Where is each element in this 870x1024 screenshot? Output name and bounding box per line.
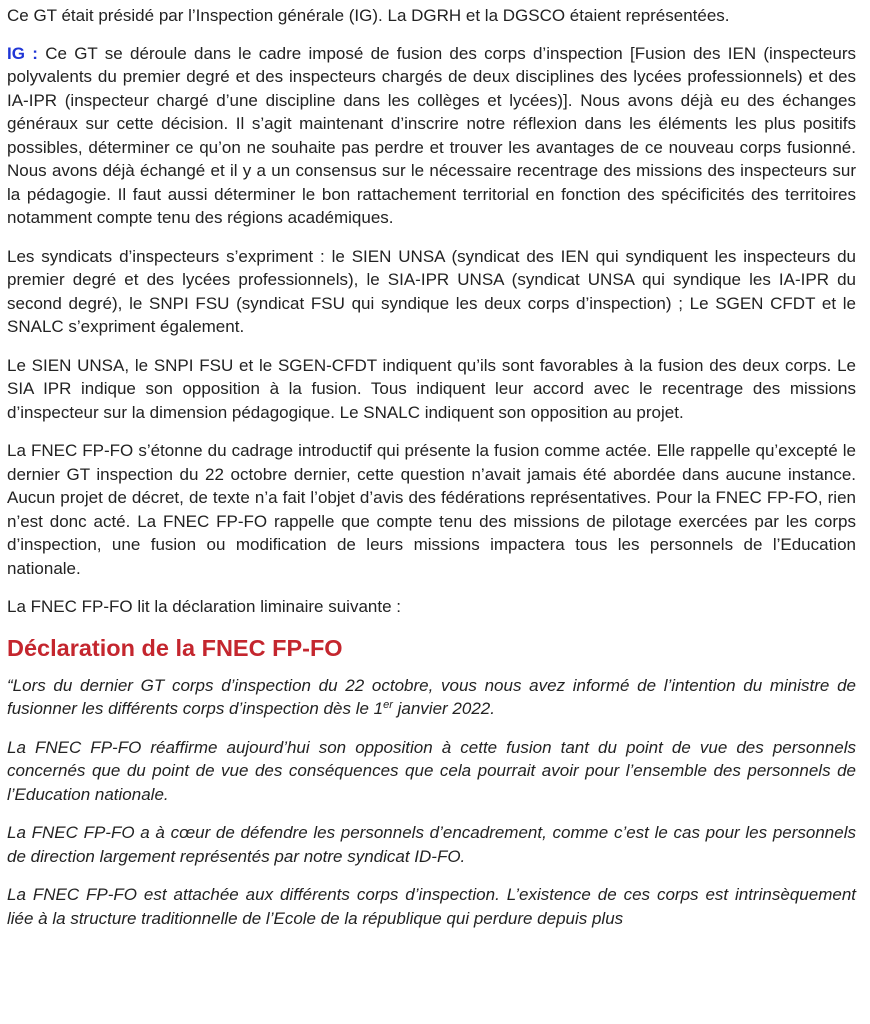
- paragraph-unions-speak: Les syndicats d’inspecteurs s’expriment : le SIEN UNSA (syndicat des IEN qui syndiquent les inspecteurs du premier degré et des lycées professionnels), le SIA-IPR UNSA (syndicat UNSA qui syndique les IA-IPR du second degré), le SNPI FSU (syndicat FSU qui syndique les deux corps d’inspection) ; Le SGEN CFDT et le SNALC s’expriment également.: [7, 246, 856, 336]
- declaration-paragraph-2: La FNEC FP-FO réaffirme aujourd’hui son opposition à cette fusion tant du point de vue des personnels concernés que du point de vue des conséquences que cela pourrait avoir pour l’ensemble des personnels de l’Education nationale.: [7, 737, 856, 804]
- declaration-body: [7, 674, 856, 931]
- ig-statement-text: Ce GT se déroule dans le cadre imposé de fusion des corps d’inspection [Fusion des IEN (inspecteurs polyvalents du premier degré et des inspecteurs chargés de deux disciplines des lycées professionnels) et des IA-IPR (inspecteur chargé d’une discipline dans les collèges et lycées)]. Nous avons déjà eu des échanges généraux sur cette décision. Il s’agit maintenant d’inscrire notre réflexion dans les éléments les plus positifs possibles, déterminer ce qu’on ne souhaite pas perdre et trouver les avantages de ce nouveau corps fusionné. Nous avons déjà échangé et il y a un consensus sur le nécessaire recentrage des missions des inspecteurs sur la pédagogie. Il faut aussi déterminer le bon rattachement territorial en fonction des spécificités des territoires notamment compte tenu des régions académiques.: [7, 43, 856, 227]
- paragraph-ig-statement: [7, 42, 856, 230]
- declaration-paragraph-1-text: “Lors du dernier GT corps d’inspection du 22 octobre, vous nous avez informé de l’intention du ministre de fusionner les différents corps d’inspection dès le 1: [7, 675, 856, 718]
- paragraph-unions-positions: Le SIEN UNSA, le SNPI FSU et le SGEN-CFDT indiquent qu’ils sont favorables à la fusion des deux corps. Le SIA IPR indique son opposition à la fusion. Tous indiquent leur accord avec le recentrage des missions d’inspecteur sur la dimension pédagogique. Le SNALC indiquent son opposition au projet.: [7, 355, 856, 422]
- declaration-heading: Déclaration de la FNEC FP-FO: [7, 634, 343, 661]
- paragraph-intro: Ce GT était présidé par l’Inspection générale (IG). La DGRH et la DGSCO étaient représentées.: [7, 6, 730, 25]
- ig-speaker-label: IG :: [7, 43, 38, 63]
- paragraph-fnec-position: La FNEC FP-FO s’étonne du cadrage introductif qui présente la fusion comme actée. Elle rappelle qu’excepté le dernier GT inspection du 22 octobre dernier, cette question n’avait jamais été abordée dans aucune instance. Aucun projet de décret, de texte n’a fait l’objet d’avis des fédérations représentatives. Pour la FNEC FP-FO, rien n’est donc acté. La FNEC FP-FO rappelle que compte tenu des missions de pilotage exercées par les corps d’inspection, une fusion ou modification de leurs missions impactera tous les personnels de l’Education nationale.: [7, 441, 856, 578]
- paragraph-declaration-intro: La FNEC FP-FO lit la déclaration liminaire suivante :: [7, 597, 401, 616]
- declaration-paragraph-4: La FNEC FP-FO est attachée aux différents corps d’inspection. L’existence de ces corps est intrinsèquement liée à la structure traditionnelle de l’Ecole de la république qui perdure depuis plus: [7, 885, 856, 928]
- declaration-paragraph-3: La FNEC FP-FO a à cœur de défendre les personnels d’encadrement, comme c’est le cas pour les personnels de direction largement représentés par notre syndicat ID-FO.: [7, 823, 856, 866]
- ordinal-superscript: er: [383, 699, 393, 711]
- declaration-paragraph-1-end: janvier 2022.: [392, 699, 495, 718]
- declaration-paragraph-1: [7, 674, 856, 721]
